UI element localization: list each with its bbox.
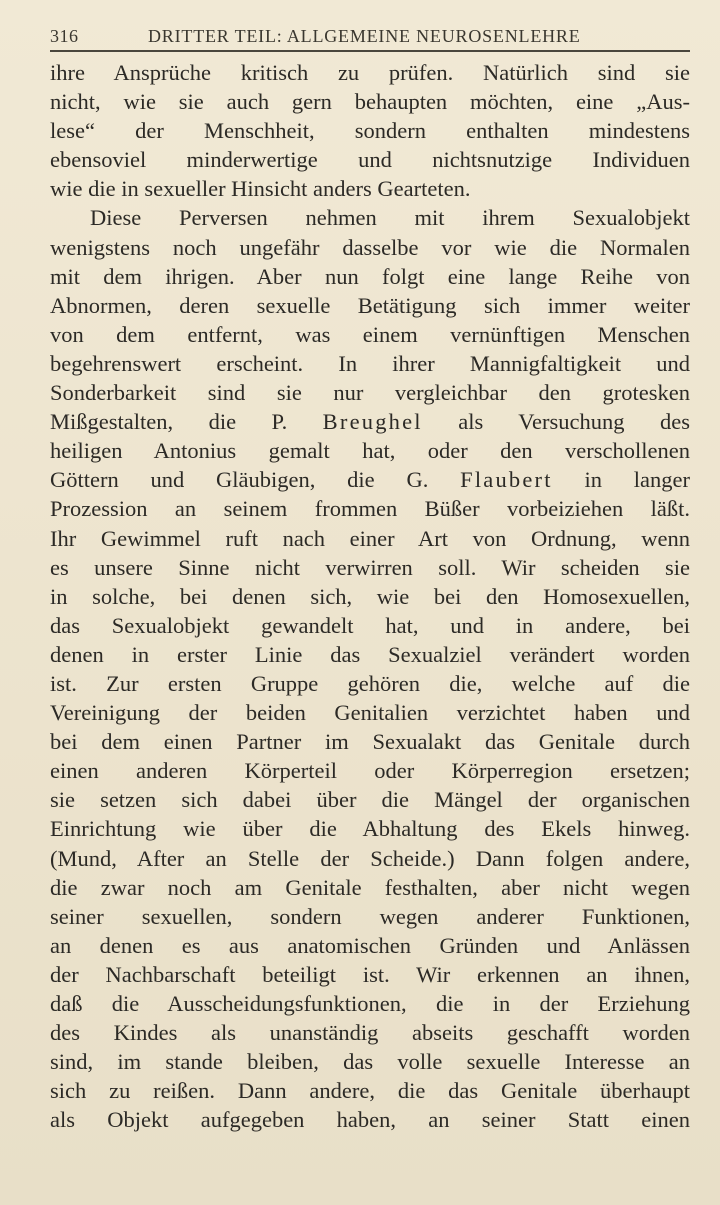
text-run: Göttern und Gläubigen, die G.: [50, 467, 461, 493]
text-line: wenigstens noch ungefähr dasselbe vor wie die Normalen: [50, 234, 690, 260]
text-line: mit dem ihrigen. Aber nun folgt eine lange Reihe von: [50, 263, 690, 289]
text-line: [50, 407, 690, 436]
text-line: seiner sexuellen, sondern wegen anderer Funktionen,: [50, 903, 690, 929]
text-line: ihre Ansprüche kritisch zu prüfen. Natürlich sind sie: [50, 60, 690, 85]
text-line: sie setzen sich dabei über die Mängel der organischen: [50, 787, 690, 813]
text-line: das Sexualobjekt gewandelt hat, und in andere, bei: [50, 612, 690, 638]
text-line: die zwar noch am Genitale festhalten, aber nicht wegen: [50, 874, 690, 900]
text-run: Mißgestalten, die P.: [50, 409, 323, 435]
text-run: in langer: [552, 467, 690, 493]
text-line: [50, 465, 690, 494]
text-line: als Objekt aufgegeben haben, an seiner Statt einen: [50, 1107, 690, 1133]
running-header: [50, 26, 690, 48]
text-line: ist. Zur ersten Gruppe gehören die, welche auf die: [50, 670, 690, 696]
text-run: als Versuchung des: [422, 409, 690, 435]
text-line: Einrichtung wie über die Abhaltung des Ekels hinweg.: [50, 816, 690, 842]
text-line: (Mund, After an Stelle der Scheide.) Dann folgen andere,: [50, 845, 690, 871]
text-line: denen in erster Linie das Sexualziel verändert worden: [50, 641, 690, 667]
text-line: es unsere Sinne nicht verwirren soll. Wir scheiden sie: [50, 554, 690, 580]
text-line: Ihr Gewimmel ruft nach einer Art von Ordnung, wenn: [50, 525, 690, 551]
text-line: des Kindes als unanständig abseits geschafft worden: [50, 1020, 690, 1046]
page-number: 316: [50, 26, 79, 46]
text-line: Sonderbarkeit sind sie nur vergleichbar den grotesken: [50, 380, 690, 406]
text-line: begehrenswert erscheint. In ihrer Mannigfaltigkeit und: [50, 350, 690, 376]
text-line: einen anderen Körperteil oder Körperregion ersetzen;: [50, 758, 690, 784]
text-line: Diese Perversen nehmen mit ihrem Sexualobjekt: [90, 205, 690, 231]
spaced-name: Flaubert: [460, 467, 553, 493]
spaced-name: Breughel: [322, 409, 423, 435]
header-rule: [50, 50, 690, 52]
text-line: Vereinigung der beiden Genitalien verzichtet haben und: [50, 700, 690, 726]
text-line: Prozession an seinem frommen Büßer vorbeiziehen läßt.: [50, 496, 690, 522]
body-text: [50, 58, 690, 1134]
text-line: ebensoviel minderwertige und nichtsnutzige Individuen: [50, 147, 690, 173]
text-line: heiligen Antonius gemalt hat, oder den verschollenen: [50, 438, 690, 464]
text-line: wie die in sexueller Hinsicht anders Gearteten.: [50, 176, 471, 202]
text-line: sich zu reißen. Dann andere, die das Genitale überhaupt: [50, 1078, 690, 1104]
text-line: lese“ der Menschheit, sondern enthalten mindestens: [50, 118, 690, 144]
text-line: von dem entfernt, was einem vernünftigen Menschen: [50, 321, 690, 347]
text-line: bei dem einen Partner im Sexualakt das Genitale durch: [50, 729, 690, 755]
text-line: in solche, bei denen sich, wie bei den Homosexuellen,: [50, 583, 690, 609]
text-line: an denen es aus anatomischen Gründen und Anlässen: [50, 932, 690, 958]
text-line: der Nachbarschaft beteiligt ist. Wir erkennen an ihnen,: [50, 961, 690, 987]
running-title: DRITTER TEIL: ALLGEMEINE NEUROSENLEHRE: [148, 26, 581, 46]
text-line: sind, im stande bleiben, das volle sexuelle Interesse an: [50, 1049, 690, 1075]
text-line: Abnormen, deren sexuelle Betätigung sich immer weiter: [50, 292, 690, 318]
text-line: daß die Ausscheidungsfunktionen, die in der Erziehung: [50, 991, 690, 1016]
text-line: nicht, wie sie auch gern behaupten möchten, eine „Aus-: [50, 89, 690, 115]
